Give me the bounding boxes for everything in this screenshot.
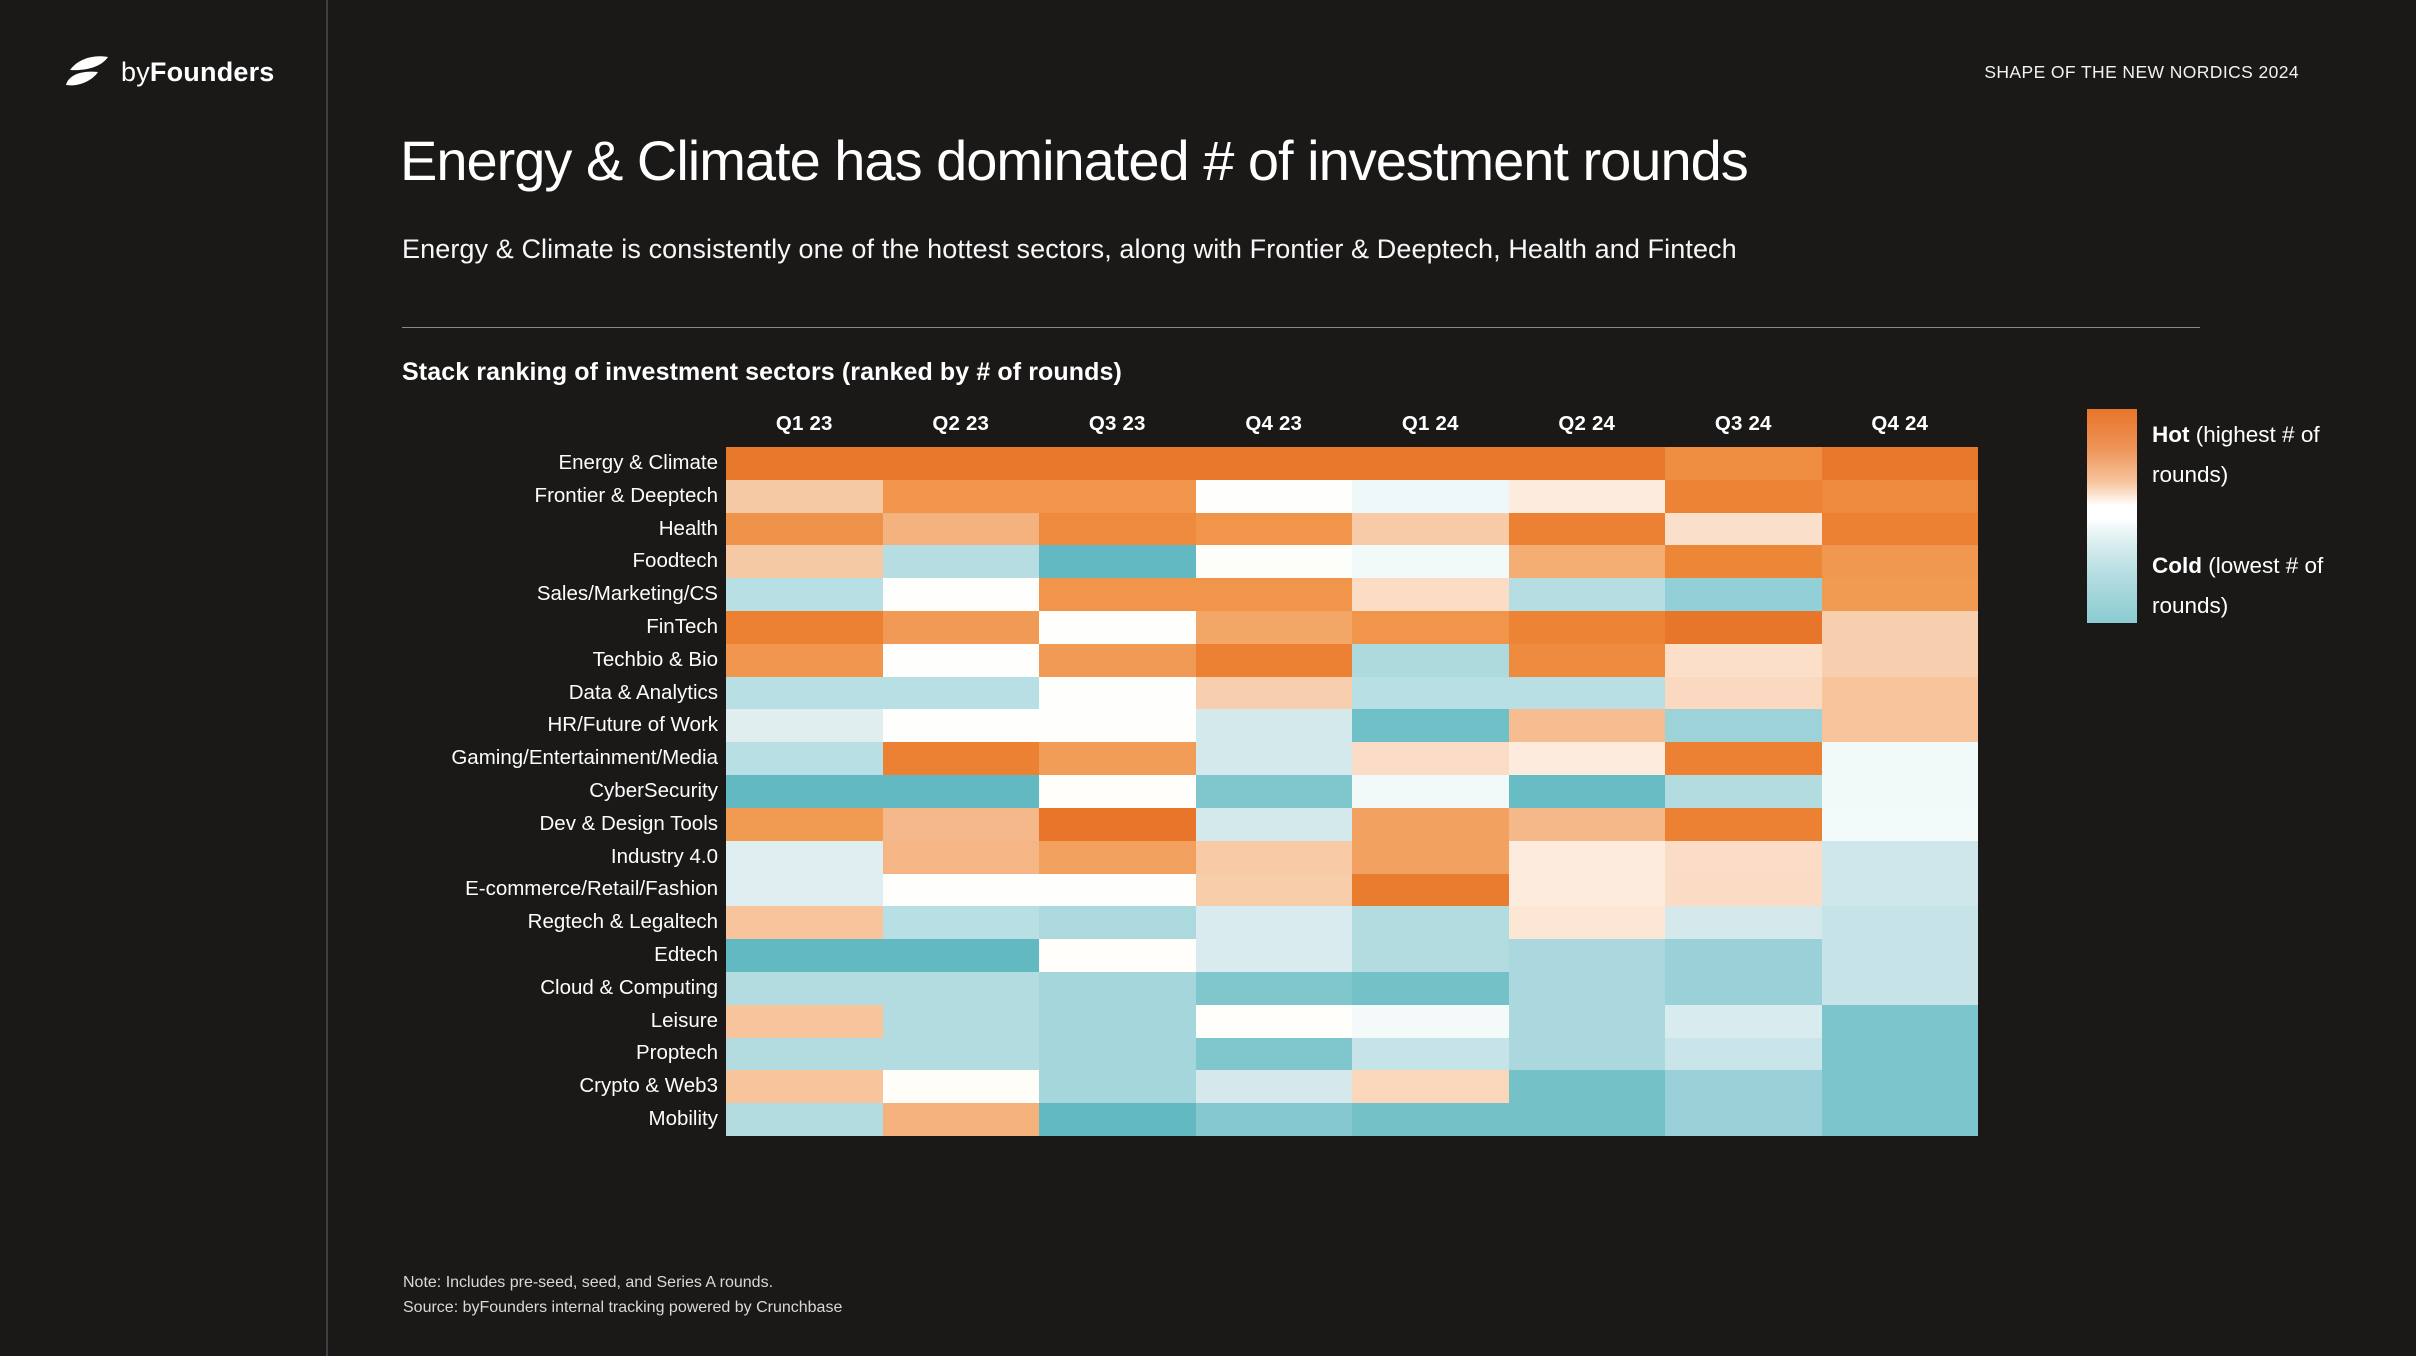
heatmap-cell xyxy=(726,480,883,513)
tagline: SHAPE OF THE NEW NORDICS 2024 xyxy=(1984,62,2299,82)
heatmap-cell xyxy=(1665,545,1822,578)
heatmap-cell xyxy=(1196,1038,1353,1071)
heatmap-cell xyxy=(1822,972,1979,1005)
heatmap-cell xyxy=(1352,578,1509,611)
heatmap-cell xyxy=(883,775,1040,808)
heatmap-cell xyxy=(1196,1103,1353,1136)
heatmap-cell xyxy=(883,808,1040,841)
brand-founders: Founders xyxy=(149,56,275,87)
heatmap-cell xyxy=(883,677,1040,710)
row-label: HR/Future of Work xyxy=(547,713,718,737)
column-header: Q2 23 xyxy=(932,412,990,435)
heatmap-cell xyxy=(1196,513,1353,546)
heatmap-cell xyxy=(1039,808,1196,841)
footnotes xyxy=(403,1270,842,1320)
row-label: Sales/Marketing/CS xyxy=(536,582,718,606)
heatmap-cell xyxy=(1196,906,1353,939)
heatmap-cell xyxy=(1196,808,1353,841)
heatmap-cell xyxy=(1039,545,1196,578)
legend-hot-label xyxy=(2152,415,2337,495)
heatmap-cell xyxy=(1196,841,1353,874)
heatmap-cell xyxy=(1039,841,1196,874)
legend-hot-word: Hot xyxy=(2152,422,2190,447)
heatmap-cell xyxy=(726,874,883,907)
heatmap-cell xyxy=(726,709,883,742)
column-header: Q3 23 xyxy=(1088,412,1146,435)
heatmap-cell xyxy=(1665,874,1822,907)
heatmap-cell xyxy=(1665,644,1822,677)
heatmap-cell xyxy=(1665,480,1822,513)
heatmap-cell xyxy=(726,545,883,578)
legend-hot-desc: (highest # of rounds) xyxy=(2152,422,2320,487)
heatmap-cell xyxy=(1822,841,1979,874)
heatmap-cell xyxy=(1352,480,1509,513)
heatmap-cell xyxy=(1822,742,1979,775)
row-labels xyxy=(340,447,718,1136)
heatmap-cell xyxy=(1509,874,1666,907)
heatmap-cell xyxy=(1352,513,1509,546)
heatmap-cell xyxy=(726,775,883,808)
heatmap-cell xyxy=(1509,972,1666,1005)
heatmap-cell xyxy=(1196,939,1353,972)
heatmap-cell xyxy=(883,611,1040,644)
heatmap-cell xyxy=(1196,578,1353,611)
heatmap-cell xyxy=(1665,808,1822,841)
heatmap-cell xyxy=(726,644,883,677)
heatmap-cell xyxy=(1352,1005,1509,1038)
heatmap-cell xyxy=(1509,906,1666,939)
heatmap-cell xyxy=(726,1103,883,1136)
heatmap-cell xyxy=(1665,709,1822,742)
heatmap-cell xyxy=(1352,1070,1509,1103)
heatmap-cell xyxy=(1665,513,1822,546)
vertical-divider xyxy=(326,0,328,1356)
row-label: Gaming/Entertainment/Media xyxy=(451,746,718,770)
row-label: Frontier & Deeptech xyxy=(534,483,718,507)
heatmap-cell xyxy=(1509,677,1666,710)
page-title: Energy & Climate has dominated # of investment rounds xyxy=(400,129,1748,192)
column-headers xyxy=(726,412,1978,440)
heatmap-cell xyxy=(883,709,1040,742)
heatmap-cell xyxy=(1822,906,1979,939)
heatmap-cell xyxy=(726,677,883,710)
heatmap-cell xyxy=(1196,874,1353,907)
heatmap-cell xyxy=(1352,742,1509,775)
heatmap-cell xyxy=(726,513,883,546)
heatmap-cell xyxy=(1039,513,1196,546)
heatmap-cell xyxy=(1352,644,1509,677)
heatmap-cell xyxy=(1509,841,1666,874)
heatmap-cell xyxy=(1352,841,1509,874)
column-header: Q1 24 xyxy=(1401,412,1459,435)
column-header: Q1 23 xyxy=(775,412,833,435)
heatmap-cell xyxy=(1196,447,1353,480)
legend-cold-desc: (lowest # of rounds) xyxy=(2152,553,2324,618)
heatmap-cell xyxy=(1822,611,1979,644)
heatmap-cell xyxy=(883,1103,1040,1136)
heatmap-cell xyxy=(1822,1070,1979,1103)
heatmap-cell xyxy=(1665,906,1822,939)
heatmap-cell xyxy=(1196,677,1353,710)
heatmap-cell xyxy=(726,972,883,1005)
heatmap-cell xyxy=(1822,545,1979,578)
horizontal-rule xyxy=(402,327,2200,328)
heatmap-cell xyxy=(883,874,1040,907)
row-label: Edtech xyxy=(654,942,718,966)
heatmap-cell xyxy=(1039,1005,1196,1038)
chart-heading: Stack ranking of investment sectors (ranked by # of rounds) xyxy=(402,358,1122,386)
heatmap-cell xyxy=(1822,775,1979,808)
heatmap-cell xyxy=(1196,611,1353,644)
column-header: Q4 24 xyxy=(1871,412,1929,435)
heatmap-cell xyxy=(1039,578,1196,611)
heatmap-cell xyxy=(1352,1038,1509,1071)
heatmap-cell xyxy=(1665,939,1822,972)
heatmap-cell xyxy=(1665,1103,1822,1136)
heatmap-cell xyxy=(883,742,1040,775)
heatmap-cell xyxy=(1665,1070,1822,1103)
row-label: Energy & Climate xyxy=(558,451,718,474)
footnote-note: Note: Includes pre-seed, seed, and Series A rounds. xyxy=(403,1274,774,1291)
heatmap-cell xyxy=(1196,1005,1353,1038)
heatmap-cell xyxy=(1352,906,1509,939)
heatmap-cell xyxy=(1822,447,1979,480)
heatmap-cell xyxy=(1196,709,1353,742)
heatmap-cell xyxy=(1509,808,1666,841)
heatmap-cell xyxy=(1196,545,1353,578)
heatmap-cell xyxy=(1822,939,1979,972)
heatmap-cell xyxy=(726,742,883,775)
row-label: Industry 4.0 xyxy=(610,844,718,868)
legend-cold-label xyxy=(2152,546,2337,626)
heatmap-cell xyxy=(1039,1070,1196,1103)
leaf-icon xyxy=(64,54,110,90)
heatmap-cell xyxy=(1665,677,1822,710)
column-header: Q4 23 xyxy=(1245,412,1303,435)
heatmap-cell xyxy=(1509,939,1666,972)
row-label: Crypto & Web3 xyxy=(579,1074,718,1098)
heatmap-cell xyxy=(1039,677,1196,710)
heatmap-cell xyxy=(1039,447,1196,480)
heatmap-cell xyxy=(883,1070,1040,1103)
heatmap-cell xyxy=(726,808,883,841)
heatmap-cell xyxy=(1509,480,1666,513)
heatmap-cell xyxy=(883,578,1040,611)
heatmap-cell xyxy=(1509,447,1666,480)
row-label: Proptech xyxy=(635,1041,718,1065)
heatmap-cell xyxy=(1196,644,1353,677)
heatmap-cell xyxy=(1509,775,1666,808)
heatmap-cell xyxy=(883,841,1040,874)
heatmap-cell xyxy=(1665,1005,1822,1038)
heatmap-cell xyxy=(1509,1070,1666,1103)
heatmap-cell xyxy=(1039,874,1196,907)
legend-cold-word: Cold xyxy=(2152,553,2202,578)
row-label: Cloud & Computing xyxy=(540,975,718,999)
heatmap-cell xyxy=(1665,447,1822,480)
row-label: E-commerce/Retail/Fashion xyxy=(465,877,718,901)
heatmap-cell xyxy=(883,1005,1040,1038)
footnote-source: Source: byFounders internal tracking powered by Crunchbase xyxy=(403,1299,843,1316)
row-label: FinTech xyxy=(646,614,718,638)
heatmap-cell xyxy=(1509,709,1666,742)
heatmap-grid xyxy=(726,447,1978,1136)
heatmap-cell xyxy=(1822,1005,1979,1038)
brand-text xyxy=(121,57,275,88)
heatmap-cell xyxy=(1352,545,1509,578)
page-subtitle: Energy & Climate is consistently one of the hottest sectors, along with Frontier & Deeptech, Health and Fintech xyxy=(402,234,1737,264)
heatmap-cell xyxy=(1509,545,1666,578)
heatmap-cell xyxy=(1822,480,1979,513)
heatmap-cell xyxy=(726,939,883,972)
heatmap-cell xyxy=(883,1038,1040,1071)
heatmap-cell xyxy=(1822,513,1979,546)
heatmap-cell xyxy=(1509,1038,1666,1071)
heatmap-cell xyxy=(1665,611,1822,644)
heatmap-cell xyxy=(1509,1103,1666,1136)
heatmap-cell xyxy=(883,972,1040,1005)
heatmap-cell xyxy=(1822,709,1979,742)
heatmap-cell xyxy=(726,578,883,611)
heatmap-cell xyxy=(1352,447,1509,480)
legend-gradient-bar xyxy=(2087,409,2137,623)
byfounders-logo xyxy=(64,54,275,90)
heatmap-cell xyxy=(1352,677,1509,710)
heatmap-cell xyxy=(1039,709,1196,742)
heatmap-cell xyxy=(1822,1038,1979,1071)
heatmap-cell xyxy=(1822,644,1979,677)
heatmap-cell xyxy=(1039,742,1196,775)
heatmap-cell xyxy=(1196,1070,1353,1103)
heatmap-cell xyxy=(1039,775,1196,808)
heatmap-cell xyxy=(1509,513,1666,546)
heatmap-cell xyxy=(883,644,1040,677)
heatmap-cell xyxy=(1196,742,1353,775)
heatmap-cell xyxy=(1196,775,1353,808)
row-label: Mobility xyxy=(648,1106,718,1130)
row-label: Data & Analytics xyxy=(568,680,718,704)
heatmap-cell xyxy=(883,447,1040,480)
heatmap-cell xyxy=(1822,578,1979,611)
heatmap-cell xyxy=(1352,1103,1509,1136)
heatmap-cell xyxy=(1509,611,1666,644)
heatmap-cell xyxy=(883,480,1040,513)
heatmap-cell xyxy=(883,906,1040,939)
column-header: Q3 24 xyxy=(1714,412,1772,435)
heatmap-cell xyxy=(1352,808,1509,841)
row-label: Leisure xyxy=(650,1008,718,1032)
heatmap-cell xyxy=(726,1070,883,1103)
heatmap-cell xyxy=(1822,1103,1979,1136)
row-label: Health xyxy=(658,516,718,540)
heatmap-cell xyxy=(1352,611,1509,644)
heatmap-cell xyxy=(1665,1038,1822,1071)
heatmap-cell xyxy=(1039,939,1196,972)
heatmap-cell xyxy=(1665,841,1822,874)
heatmap-cell xyxy=(1039,611,1196,644)
heatmap-cell xyxy=(883,545,1040,578)
heatmap-cell xyxy=(1352,939,1509,972)
brand-by: by xyxy=(121,56,150,87)
heatmap-cell xyxy=(1039,906,1196,939)
heatmap-cell xyxy=(1665,742,1822,775)
row-label: Regtech & Legaltech xyxy=(527,910,718,934)
heatmap-cell xyxy=(883,939,1040,972)
heatmap-cell xyxy=(1822,874,1979,907)
heatmap-cell xyxy=(1509,578,1666,611)
heatmap-cell xyxy=(1039,1103,1196,1136)
heatmap-cell xyxy=(726,841,883,874)
heatmap-cell xyxy=(1665,972,1822,1005)
heatmap-cell xyxy=(726,1038,883,1071)
heatmap-cell xyxy=(1352,709,1509,742)
heatmap-cell xyxy=(1039,1038,1196,1071)
heatmap-cell xyxy=(1822,808,1979,841)
heatmap-cell xyxy=(726,447,883,480)
heatmap-cell xyxy=(1352,874,1509,907)
row-label: CyberSecurity xyxy=(589,778,718,802)
heatmap-cell xyxy=(1509,1005,1666,1038)
heatmap-cell xyxy=(726,906,883,939)
row-label: Techbio & Bio xyxy=(592,647,718,671)
column-header: Q2 24 xyxy=(1558,412,1616,435)
heatmap-cell xyxy=(1352,972,1509,1005)
row-label: Dev & Design Tools xyxy=(539,811,718,835)
heatmap-cell xyxy=(1509,742,1666,775)
heatmap-cell xyxy=(1039,972,1196,1005)
heatmap-cell xyxy=(1196,972,1353,1005)
heatmap-cell xyxy=(1039,480,1196,513)
row-label: Foodtech xyxy=(632,549,718,573)
heatmap-cell xyxy=(1665,775,1822,808)
heatmap-cell xyxy=(1039,644,1196,677)
heatmap-cell xyxy=(726,611,883,644)
heatmap-cell xyxy=(726,1005,883,1038)
heatmap-cell xyxy=(1509,644,1666,677)
heatmap-cell xyxy=(1196,480,1353,513)
heatmap-cell xyxy=(1822,677,1979,710)
heatmap-cell xyxy=(1665,578,1822,611)
heatmap-cell xyxy=(883,513,1040,546)
heatmap-cell xyxy=(1352,775,1509,808)
